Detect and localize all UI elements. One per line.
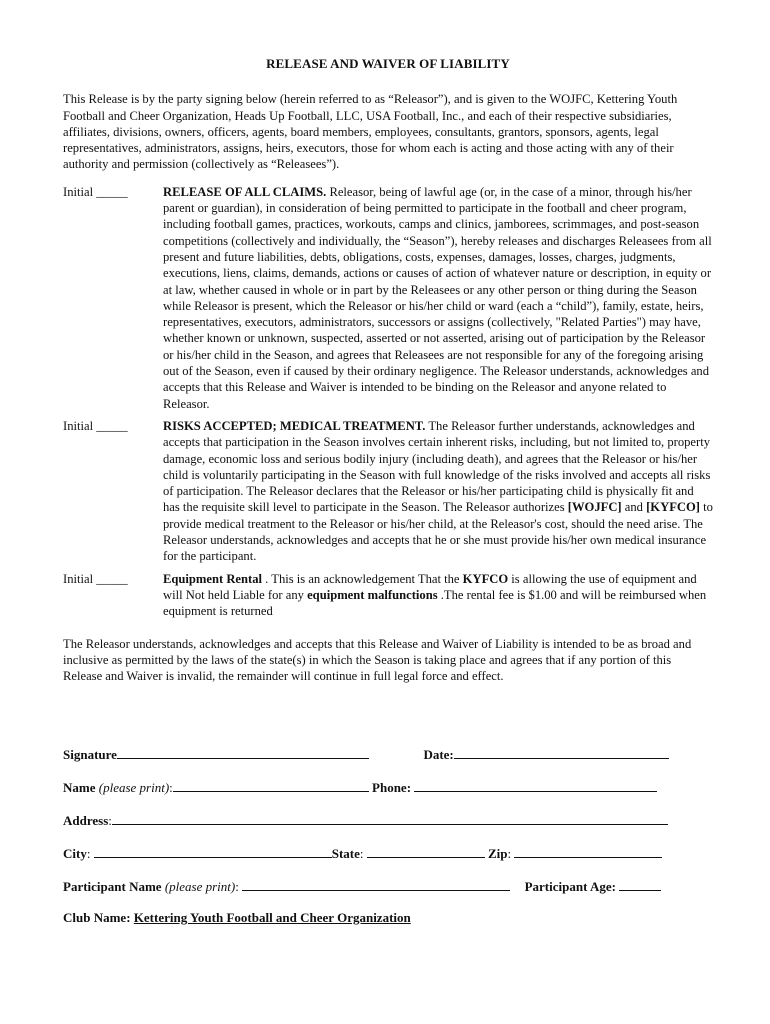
zip-label: Zip bbox=[488, 846, 508, 861]
initial-field-equipment[interactable]: Initial _____ bbox=[63, 571, 128, 586]
club-name-row bbox=[63, 910, 713, 926]
address-row: Address: bbox=[63, 812, 713, 829]
clause-release bbox=[63, 184, 713, 412]
participant-please-print: (please print) bbox=[164, 879, 236, 894]
clause-risks-text-c: to provide medical treatment to the Releasor or his/her child, at the Releasor's cost, should the need arise. The Releasor understands, acknowledges and accepts that he or she must provide his/her own medical insurance for the participant. bbox=[163, 500, 713, 564]
clause-equipment-body bbox=[163, 571, 713, 620]
address-label: Address bbox=[63, 813, 109, 828]
intro-paragraph: This Release is by the party signing below (herein referred to as “Releasor”), and is given to the WOJFC, Kettering Youth Football and Cheer Organization, Heads Up Football, LLC, USA Football, Inc., and each of their respective subsidiaries, affiliates, divisions, owners, officers, agents, board members, employees, consultants, grantors, sponsors, agents, legal representatives, administrators, assigns, heirs, executors, those for whom each is acting and those acting with any of their authority and permission (collectively as “Releasees”). bbox=[63, 92, 678, 172]
document-title: RELEASE AND WAIVER OF LIABILITY bbox=[266, 56, 510, 71]
org-kyfco: [KYFCO] bbox=[646, 500, 700, 515]
name-label: Name bbox=[63, 780, 96, 795]
clause-equipment bbox=[63, 571, 713, 620]
phone-label: Phone: bbox=[372, 780, 412, 795]
closing-paragraph: The Releasor understands, acknowledges and accepts that this Release and Waiver of Liability is intended to be as broad and inclusive as permitted by the laws of the state(s) in which the Season is taking place and agrees that if any portion of this Release and Waiver is invalid, the remainder will continue in full legal force and effect. bbox=[63, 636, 692, 684]
address-field[interactable] bbox=[112, 812, 668, 825]
waiver-document bbox=[63, 56, 713, 684]
zip-field[interactable] bbox=[514, 845, 662, 858]
date-field[interactable] bbox=[454, 746, 669, 759]
signature-label: Signature bbox=[63, 747, 117, 762]
participant-row: Participant Name (please print): Participant Age: bbox=[63, 878, 713, 895]
please-print-label: (please print) bbox=[98, 780, 170, 795]
clause-risks bbox=[63, 418, 713, 565]
clause-risks-heading: RISKS ACCEPTED; MEDICAL TREATMENT. bbox=[163, 418, 426, 433]
clause-equipment-text-a: . This is an acknowledgement That the bbox=[262, 571, 463, 586]
clause-equipment-text-c: .The rental fee is $1.00 and will be reimbursed when equipment is returned bbox=[163, 587, 707, 619]
initial-field-risks[interactable]: Initial _____ bbox=[63, 418, 128, 433]
clause-equipment-heading: Equipment Rental bbox=[163, 571, 263, 586]
clause-equipment-text-b: is allowing the use of equipment and will Not held Liable for any bbox=[163, 571, 697, 602]
clause-release-text: Releasor, being of lawful age (or, in the case of a minor, through his/her parent or guardian), in consideration of being permitted to participate in the football and cheer program, including football games, practices, workouts, camps and clinics, jamborees, scrimmages, and post-season competitions (collectively and individually, the “Season”), hereby releases and discharges Releasees from all present and future liabilities, debts, obligations, costs, expenses, damages, losses, charges, judgments, executions, liens, claims, demands, actions or causes of action of whatever nature or description, in equity or at law, whether caused in whole or in part by the Releasees or any other person or thing during the Season while Releasor is present, which the Releasor or his/her child or ward (each a “child”), family, estate, heirs, representatives, executors, administrators, successors or assigns (collectively, "Related Parties") may have, whether known or unknown, suspected, asserted or not asserted, arising out of participation by the Releasor or his/her child in the Season, and agrees that Releasees are not responsible for any of the foregoing arising out of the Season, even if caused by their ordinary negligence. The Releasor understands, acknowledges and accepts that this Release and Waiver is intended to be binding on the Releasor and anyone related to Releasor. bbox=[163, 184, 712, 411]
state-label: State bbox=[331, 846, 360, 861]
club-name-value: Kettering Youth Football and Cheer Organization bbox=[133, 910, 411, 925]
clause-release-body bbox=[163, 184, 713, 412]
city-label: City bbox=[63, 846, 87, 861]
clause-release-heading: RELEASE OF ALL CLAIMS. bbox=[163, 184, 327, 199]
phone-field[interactable] bbox=[414, 779, 657, 792]
participant-name-label: Participant Name bbox=[63, 879, 162, 894]
city-row: City: State: Zip: bbox=[63, 845, 713, 862]
equipment-malfunctions: equipment malfunctions bbox=[307, 587, 438, 602]
signature-row bbox=[63, 746, 713, 763]
state-field[interactable] bbox=[367, 845, 485, 858]
name-row: Name (please print): Phone: bbox=[63, 779, 713, 796]
signature-field[interactable] bbox=[117, 746, 369, 759]
participant-age-field[interactable] bbox=[619, 878, 661, 891]
org-kyfco-equipment: KYFCO bbox=[462, 571, 509, 586]
city-field[interactable] bbox=[94, 845, 332, 858]
participant-age-label: Participant Age: bbox=[524, 879, 616, 894]
participant-name-field[interactable] bbox=[242, 878, 510, 891]
name-field[interactable] bbox=[173, 779, 369, 792]
clause-risks-text-a: The Releasor further understands, acknowledges and accepts that participation in the Season involves certain inherent risks, including, but not limited to, property damage, economic loss and serious bodily injury (including death), and agrees that the Releasor or his/her child is voluntarily participating in the Season with full knowledge of the risks involved and accepts all risks of participation. The Releasor declares that the Releasor or his/her participating child is physically fit and has the requisite skill level to participate in the Season. The Releasor authorizes bbox=[163, 418, 711, 515]
clause-risks-body bbox=[163, 418, 713, 565]
date-label: Date: bbox=[423, 747, 454, 762]
initial-field-release[interactable]: Initial _____ bbox=[63, 184, 128, 199]
org-wojfc: [WOJFC] bbox=[567, 500, 622, 515]
club-name-label: Club Name: bbox=[63, 910, 131, 925]
clause-risks-text-b: and bbox=[621, 500, 647, 515]
